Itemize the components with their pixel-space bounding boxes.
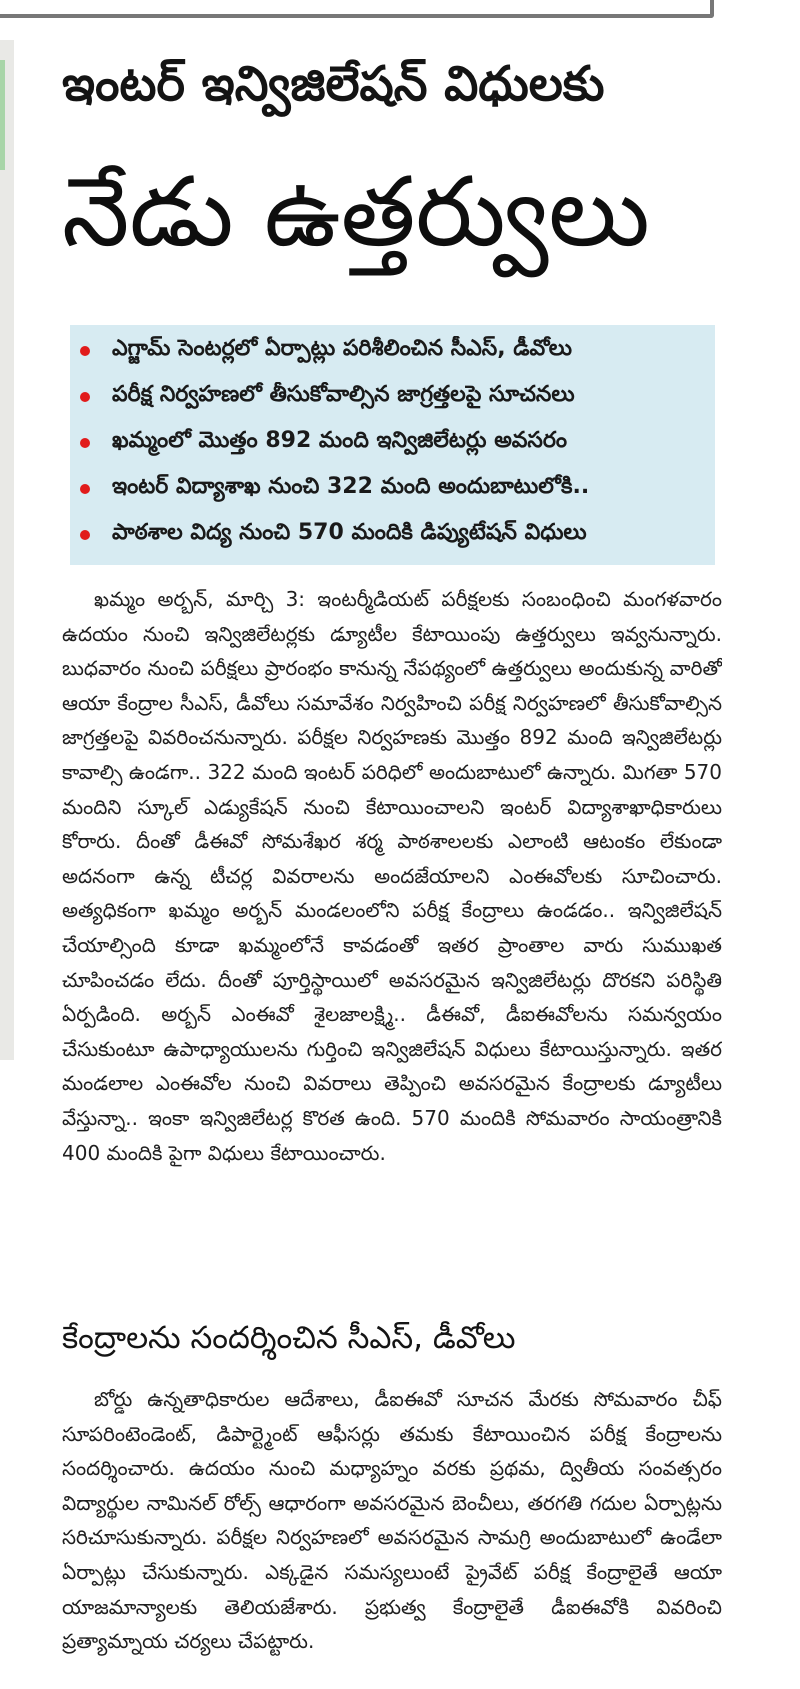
highlight-text: ఎగ్జామ్ సెంటర్లలో ఏర్పాట్లు పరిశీలించిన సీఎస్, డీవోలు	[112, 336, 572, 361]
article-paragraph: ఖమ్మం అర్బన్, మార్చి 3: ఇంటర్మీడియట్ పరీక్షలకు సంబంధించి మంగళవారం ఉదయం నుంచి ఇన్విజిలేటర్లకు డ్యూటీల కేటాయింపు ఉత్తర్వులు ఇవ్వనున్నారు. బుధవారం నుంచి పరీక్షలు ప్రారంభం కానున్న నేపథ్యంలో ఉత్తర్వులు అందుకున్న వారితో ఆయా కేంద్రాల సీఎస్, డీవోలు సమావేశం నిర్వహించి పరీక్ష నిర్వహణలో తీసుకోవాల్సిన జాగ్రత్తలపై వివరించనున్నారు. పరీక్షల నిర్వహణకు మొత్తం 892 మంది ఇన్విజిలేటర్లు కావాల్సి ఉండగా.. 322 మంది ఇంటర్ పరిధిలో అందుబాటులో ఉన్నారు. మిగతా 570 మందిని స్కూల్ ఎడ్యుకేషన్ నుంచి కేటాయించాలని ఇంటర్ విద్యాశాఖాధికారులు కోరారు. దీంతో డీఈవో సోమశేఖర శర్మ పాఠశాలలకు ఎలాంటి ఆటంకం లేకుండా అదనంగా ఉన్న టీచర్ల వివరాలను అందజేయాలని ఎంఈవోలకు సూచించారు. అత్యధికంగా ఖమ్మం అర్బన్ మండలంలోని పరీక్ష కేంద్రాలు ఉండడం.. ఇన్విజిలేషన్ చేయాల్సింది కూడా ఖమ్మంలోనే కావడంతో ఇతర ప్రాంతాల వారు సుముఖత చూపించడం లేదు. దీంతో పూర్తిస్థాయిలో అవసరమైన ఇన్విజిలేటర్లు దొరకని పరిస్థితి ఏర్పడింది. అర్బన్ ఎంఈవో శైలజాలక్ష్మి.. డీఈవో, డీఐఈవోలను సమన్వయం చేసుకుంటూ ఉపాధ్యాయులను గుర్తించి ఇన్విజిలేషన్ విధులు కేటాయిస్తున్నారు. ఇతర మండలాల ఎంఈవోల నుంచి వివరాలు తెప్పించి అవసరమైన కేంద్రాలకు డ్యూటీలు వేస్తున్నా.. ఇంకా ఇన్విజిలేటర్ల కొరత ఉంది. 570 మందికి సోమవారం సాయంత్రానికి 400 మందికి పైగా విధులు కేటాయించారు.	[62, 587, 722, 1165]
highlight-item	[80, 466, 710, 512]
top-frame-border	[0, 0, 714, 18]
highlight-item	[80, 328, 710, 374]
bullet-dot-icon	[80, 346, 90, 356]
bullet-dot-icon	[80, 438, 90, 448]
highlight-text: ఇంటర్ విద్యాశాఖ నుంచి 322 మంది అందుబాటులోకి..	[112, 474, 590, 499]
highlight-item	[80, 512, 710, 558]
highlight-text: ఖమ్మంలో మొత్తం 892 మంది ఇన్విజిలేటర్లు అవసరం	[112, 428, 568, 453]
article-subheading: కేంద్రాలను సందర్శించిన సీఎస్, డీవోలు	[62, 1320, 516, 1356]
bullet-dot-icon	[80, 392, 90, 402]
bullet-dot-icon	[80, 484, 90, 494]
highlight-item	[80, 420, 710, 466]
bullet-dot-icon	[80, 530, 90, 540]
headline-kicker: ఇంటర్ ఇన్విజిలేషన్ విధులకు	[62, 56, 605, 112]
headline-main: నేడు ఉత్తర్వులు	[62, 156, 650, 268]
highlight-item	[80, 374, 710, 420]
article-paragraph: బోర్డు ఉన్నతాధికారుల ఆదేశాలు, డీఐఈవో సూచన మేరకు సోమవారం చీఫ్ సూపరింటెండెంట్, డిపార్ట్మెంట్ ఆఫీసర్లు తమకు కేటాయించిన పరీక్ష కేంద్రాలను సందర్శించారు. ఉదయం నుంచి మధ్యాహ్నం వరకు ప్రథమ, ద్వితీయ సంవత్సరం విద్యార్థుల నామినల్ రోల్స్ ఆధారంగా అవసరమైన బెంచీలు, తరగతి గదుల ఏర్పాట్లను సరిచూసుకున్నారు. పరీక్షల నిర్వహణలో అవసరమైన సామగ్రి అందుబాటులో ఉండేలా ఏర్పాట్లు చేసుకున్నారు. ఎక్కడైన సమస్యలుంటే ప్రైవేట్ పరీక్ష కేంద్రాలైతే ఆయా యాజమాన్యాలకు తెలియజేశారు. ప్రభుత్వ కేంద్రాలైతే డీఐఈవోకి వివరించి ప్రత్యామ్నాయ చర్యలు చేపట్టారు.	[62, 1387, 722, 1654]
highlight-text: పాఠశాల విద్య నుంచి 570 మందికి డిప్యుటేషన్ విధులు	[112, 520, 587, 545]
page-margin-accent	[0, 60, 5, 170]
page-margin-strip	[0, 40, 14, 1060]
highlight-text: పరీక్ష నిర్వహణలో తీసుకోవాల్సిన జాగ్రత్తలపై సూచనలు	[112, 382, 575, 407]
